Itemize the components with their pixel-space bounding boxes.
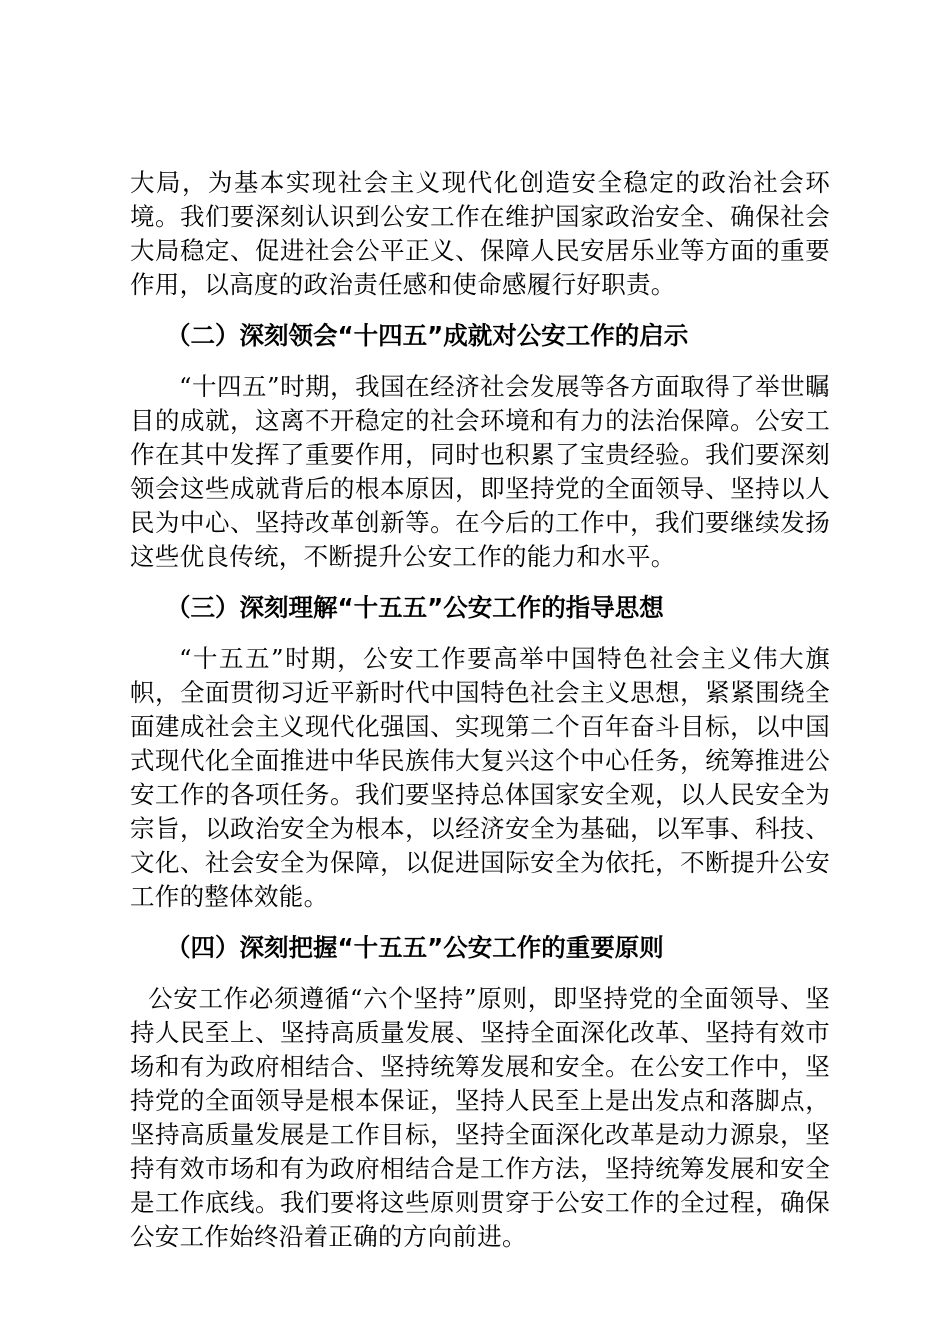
section-2-heading: （二）深刻领会“十四五”成就对公安工作的启示 bbox=[166, 321, 689, 350]
section-3-body: “十五五”时期，公安工作要高举中国特色社会主义伟大旗帜，全面贯彻习近平新时代中国特色社会主义思想，紧紧围绕全面建成社会主义现代化强国、实现第二个百年奋斗目标，以中国式现代化全面推进中华民族伟大复兴这个中心任务，统筹推进公安工作的各项任务。我们要坚持总体国家安全观，以人民安全为宗旨，以政治安全为根本，以经济安全为基础，以军事、科技、文化、社会安全为保障，以促进国际安全为依托，不断提升公安工作的整体效能。 bbox=[130, 644, 830, 911]
section-3-heading: （三）深刻理解“十五五”公安工作的指导思想 bbox=[166, 593, 664, 622]
section-4-body: 公安工作必须遵循“六个坚持”原则，即坚持党的全面领导、坚持人民至上、坚持高质量发展、坚持全面深化改革、坚持有效市场和有为政府相结合、坚持统筹发展和安全。在公安工作中，坚持党的全面领导是根本保证，坚持人民至上是出发点和落脚点，坚持高质量发展是工作目标，坚持全面深化改革是动力源泉，坚持有效市场和有为政府相结合是工作方法，坚持统筹发展和安全是工作底线。我们要将这些原则贯穿于公安工作的全过程，确保公安工作始终沿着正确的方向前进。 bbox=[130, 984, 830, 1251]
intro-paragraph: 大局，为基本实现社会主义现代化创造安全稳定的政治社会环境。我们要深刻认识到公安工作在维护国家政治安全、确保社会大局稳定、促进社会公平正义、保障人民安居乐业等方面的重要作用，以高度的政治责任感和使命感履行好职责。 bbox=[130, 168, 830, 299]
document-page bbox=[130, 166, 830, 1254]
section-4-heading: （四）深刻把握“十五五”公安工作的重要原则 bbox=[166, 933, 664, 962]
section-2-body: “十四五”时期，我国在经济社会发展等各方面取得了举世瞩目的成就，这离不开稳定的社会环境和有力的法治保障。公安工作在其中发挥了重要作用，同时也积累了宝贵经验。我们要深刻领会这些成就背后的根本原因，即坚持党的全面领导、坚持以人民为中心、坚持改革创新等。在今后的工作中，我们要继续发扬这些优良传统，不断提升公安工作的能力和水平。 bbox=[130, 372, 830, 571]
